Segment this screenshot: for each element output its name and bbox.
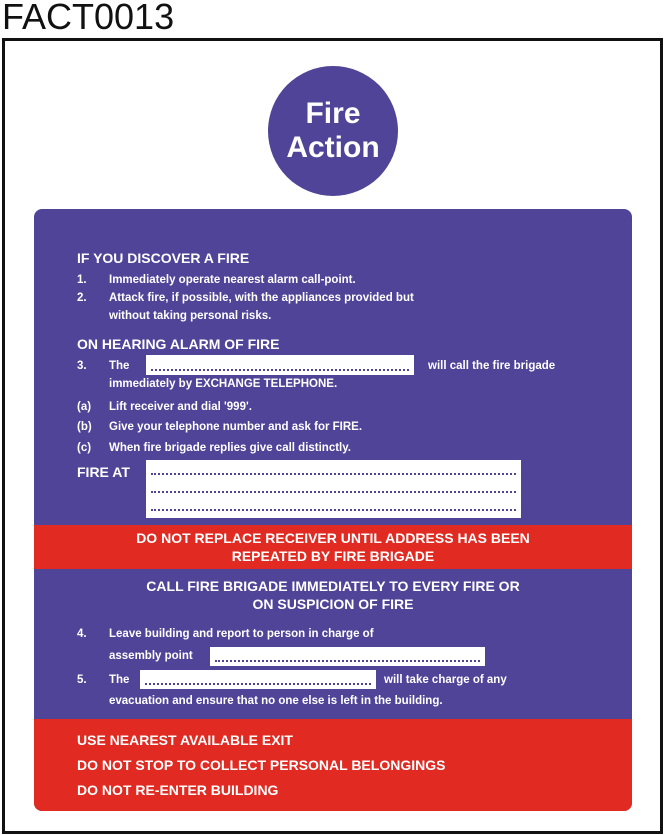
receiver-warning-line-1: DO NOT REPLACE RECEIVER UNTIL ADDRESS HAS BEEN — [136, 530, 530, 546]
item-1-text: Immediately operate nearest alarm call-point. — [109, 274, 356, 286]
item-3-name-blank[interactable] — [146, 355, 414, 375]
item-b-number: (b) — [77, 421, 92, 433]
exit-line-3: DO NOT RE-ENTER BUILDING — [77, 782, 279, 798]
item-b-text: Give your telephone number and ask for FIRE. — [109, 421, 363, 433]
assembly-point-blank[interactable] — [210, 647, 485, 666]
item-3-number: 3. — [77, 360, 87, 372]
hearing-heading: ON HEARING ALARM OF FIRE — [77, 336, 280, 352]
title-line-2: Action — [286, 131, 380, 164]
call-brigade-line-1: CALL FIRE BRIGADE IMMEDIATELY TO EVERY FIRE OR — [146, 578, 520, 594]
item-5-text-b: evacuation and ensure that no one else is left in the building. — [109, 695, 443, 707]
item-5-post: will take charge of any — [384, 674, 507, 686]
fire-at-address-blank[interactable] — [146, 460, 521, 518]
item-4-text-a: Leave building and report to person in charge of — [109, 628, 374, 640]
item-2-number: 2. — [77, 292, 87, 304]
item-4-text-b: assembly point — [109, 650, 193, 662]
item-2-text-a: Attack fire, if possible, with the appliances provided but — [109, 292, 414, 304]
item-3-the: The — [109, 360, 130, 372]
item-5-name-blank[interactable] — [140, 670, 376, 689]
item-3-post: will call the fire brigade — [428, 360, 556, 372]
exit-line-2: DO NOT STOP TO COLLECT PERSONAL BELONGINGS — [77, 757, 446, 773]
item-a-text: Lift receiver and dial '999'. — [109, 401, 252, 413]
item-c-number: (c) — [77, 442, 92, 454]
fire-action-badge — [268, 66, 398, 196]
exit-line-1: USE NEAREST AVAILABLE EXIT — [77, 732, 293, 748]
sign-code: FACT0013 — [2, 0, 175, 37]
call-brigade-line-2: ON SUSPICION OF FIRE — [252, 596, 414, 612]
receiver-warning-line-2: REPEATED BY FIRE BRIGADE — [231, 548, 435, 564]
title-line-1: Fire — [305, 97, 361, 130]
discover-heading: IF YOU DISCOVER A FIRE — [77, 250, 250, 266]
item-1-number: 1. — [77, 274, 87, 286]
item-5-number: 5. — [77, 674, 87, 686]
item-4-number: 4. — [77, 628, 87, 640]
instructions-panel — [34, 209, 632, 811]
item-2-text-b: without taking personal risks. — [109, 310, 272, 322]
item-a-number: (a) — [77, 401, 92, 413]
item-5-the: The — [109, 674, 130, 686]
fire-at-label: FIRE AT — [77, 464, 130, 480]
item-3-text-b: immediately by EXCHANGE TELEPHONE. — [109, 378, 338, 390]
item-c-text: When fire brigade replies give call distinctly. — [109, 442, 351, 454]
